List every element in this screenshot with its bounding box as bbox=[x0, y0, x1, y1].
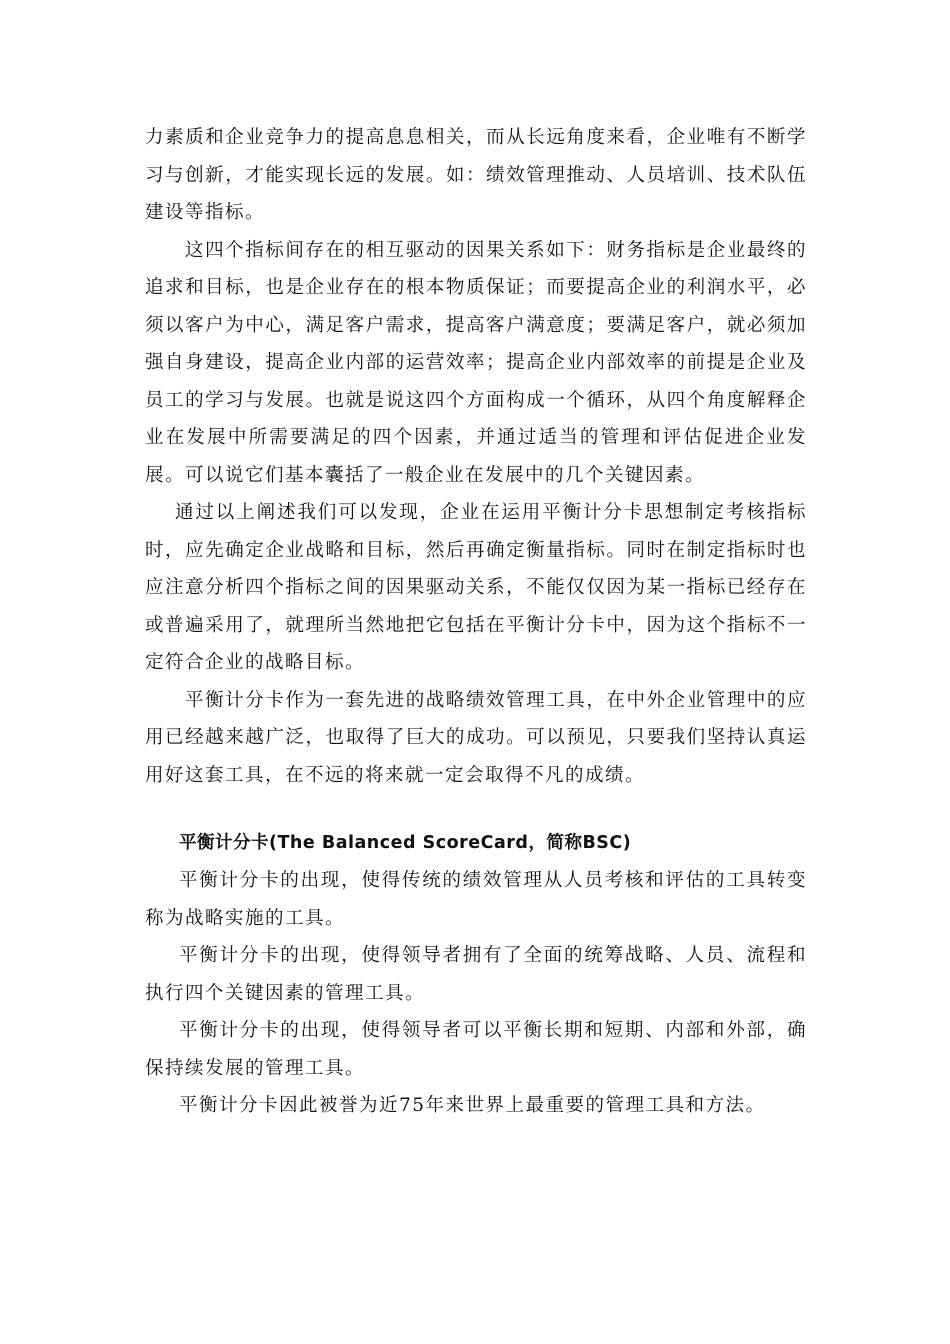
paragraph-strategy-first: 通过以上阐述我们可以发现，企业在运用平衡计分卡思想制定考核指标时，应先确定企业战略和目标，然后再确定衡量指标。同时在制定指标时也应注意分析四个指标之间的因果驱动关系，不能仅仅因为某一指标已经存在或普遍采用了，就理所当然地把它包括在平衡计分卡中，因为这个指标不一定符合企业的战略目标。 bbox=[145, 502, 807, 673]
body-text-top bbox=[145, 119, 807, 794]
body-text-bottom bbox=[145, 862, 807, 1125]
paragraph-conclusion: 平衡计分卡作为一套先进的战略绩效管理工具，在中外企业管理中的应用已经越来越广泛，也取得了巨大的成功。可以预见，只要我们坚持认真运用好这套工具，在不远的将来就一定会取得不凡的成绩。 bbox=[145, 689, 807, 786]
paragraph-causal-relationship: 这四个指标间存在的相互驱动的因果关系如下：财务指标是企业最终的追求和目标，也是企业存在的根本物质保证；而要提高企业的利润水平，必须以客户为中心，满足客户需求，提高客户满意度；要满足客户，就必须加强自身建设，提高企业内部的运营效率；提高企业内部效率的前提是企业及员工的学习与发展。也就是说这四个方面构成一个循环，从四个角度解释企业在发展中所需要满足的四个因素，并通过适当的管理和评估促进企业发展。可以说它们基本囊括了一般企业在发展中的几个关键因素。 bbox=[145, 239, 807, 486]
paragraph-bsc-point-1: 平衡计分卡的出现，使得传统的绩效管理从人员考核和评估的工具转变称为战略实施的工具。 bbox=[145, 870, 807, 929]
paragraph-bsc-point-3: 平衡计分卡的出现，使得领导者可以平衡长期和短期、内部和外部，确保持续发展的管理工具。 bbox=[145, 1020, 807, 1079]
paragraph-learning-growth: 力素质和企业竞争力的提高息息相关，而从长远角度来看，企业唯有不断学习与创新，才能实现长远的发展。如：绩效管理推动、人员培训、技术队伍建设等指标。 bbox=[145, 127, 807, 223]
paragraph-bsc-point-4: 平衡计分卡因此被誉为近75年来世界上最重要的管理工具和方法。 bbox=[179, 1095, 766, 1116]
paragraph-bsc-point-2: 平衡计分卡的出现，使得领导者拥有了全面的统筹战略、人员、流程和执行四个关键因素的管理工具。 bbox=[145, 945, 807, 1004]
section-title: 平衡计分卡(The Balanced ScoreCard，简称BSC) bbox=[179, 833, 632, 853]
